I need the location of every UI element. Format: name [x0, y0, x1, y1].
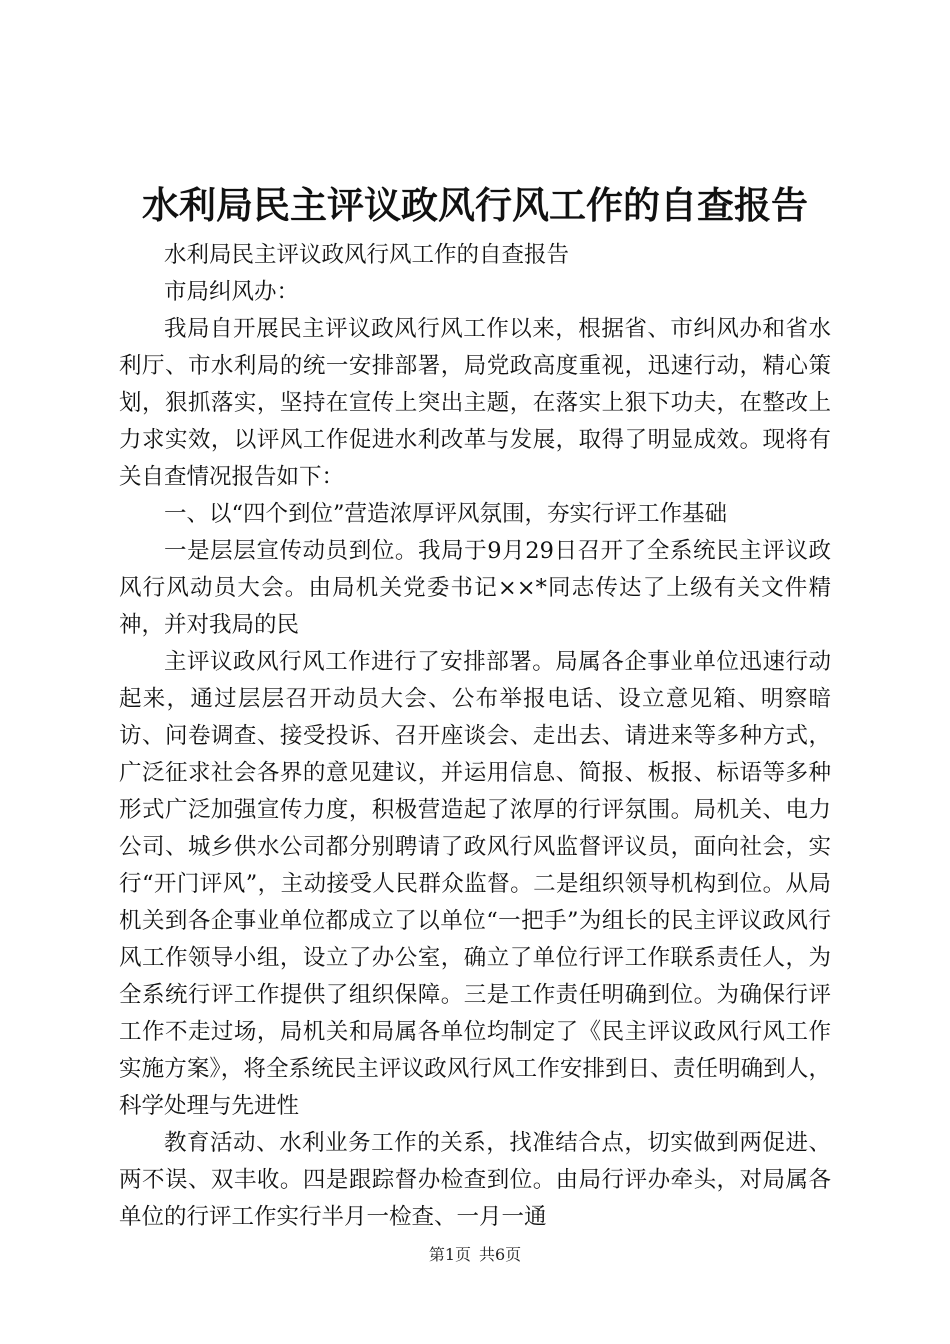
document-body [119, 237, 831, 1236]
paragraph-intro: 我局自开展民主评议政风行风工作以来，根据省、市纠风办和省水利厅、市水利局的统一安排部署，局党政高度重视，迅速行动，精心策划，狠抓落实，坚持在宣传上突出主题，在落实上狠下功夫，在整改上力求实效，以评风工作促进水利改革与发展，取得了明显成效。现将有关自查情况报告如下： [119, 316, 831, 490]
page-total: 共6页 [479, 1245, 522, 1264]
document-subtitle: 水利局民主评议政风行风工作的自查报告 [164, 242, 570, 268]
paragraph-item-1: 一是层层宣传动员到位。我局于9月29日召开了全系统民主评议政风行风动员大会。由局机关党委书记××*同志传达了上级有关文件精神，并对我局的民 [119, 538, 831, 638]
page-footer [0, 1243, 950, 1267]
section-heading: 一、以“四个到位”营造浓厚评风氛围，夯实行评工作基础 [164, 501, 728, 527]
paragraph-item-3: 教育活动、水利业务工作的关系，找准结合点，切实做到两促进、两不误、双丰收。四是跟踪督办检查到位。由局行评办牵头，对局属各单位的行评工作实行半月一检查、一月一通 [119, 1130, 831, 1230]
page-number: 第1页 [428, 1245, 471, 1264]
addressee-line: 市局纠风办： [164, 279, 300, 305]
paragraph-item-2: 主评议政风行风工作进行了安排部署。局属各企事业单位迅速行动起来，通过层层召开动员大会、公布举报电话、设立意见箱、明察暗访、问卷调查、接受投诉、召开座谈会、走出去、请进来等多种方式，广泛征求社会各界的意见建议，并运用信息、简报、板报、标语等多种形式广泛加强宣传力度，积极营造起了浓厚的行评氛围。局机关、电力公司、城乡供水公司都分别聘请了政风行风监督评议员，面向社会，实行“开门评风”，主动接受人民群众监督。二是组织领导机构到位。从局机关到各企事业单位都成立了以单位“一把手”为组长的民主评议政风行风工作领导小组，设立了办公室，确立了单位行评工作联系责任人，为全系统行评工作提供了组织保障。三是工作责任明确到位。为确保行评工作不走过场，局机关和局属各单位均制定了《民主评议政风行风工作实施方案》，将全系统民主评议政风行风工作安排到日、责任明确到人，科学处理与先进性 [119, 649, 831, 1119]
document-title: 水利局民主评议政风行风工作的自查报告 [142, 184, 808, 227]
